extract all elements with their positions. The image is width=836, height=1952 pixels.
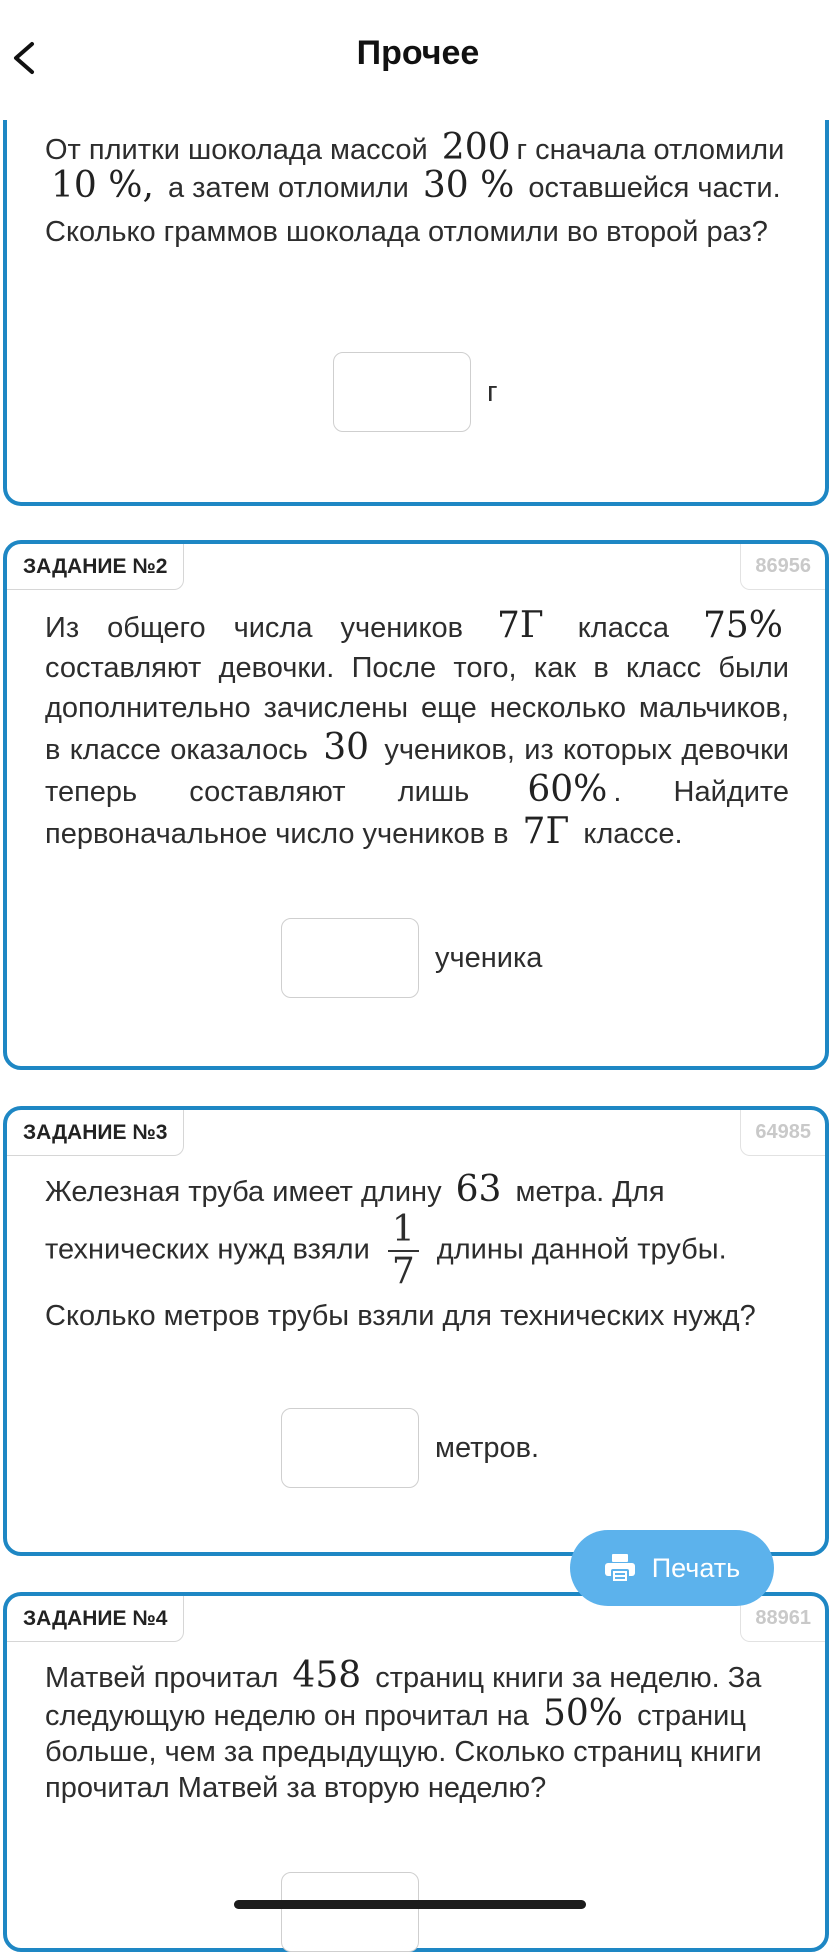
task-3-question: Сколько метров трубы взяли для технических нужд?	[45, 1300, 756, 1332]
task-1-text-b: г сначала отломили	[516, 134, 785, 166]
task-3-id: 64985	[740, 1110, 825, 1156]
printer-icon	[604, 1553, 636, 1583]
task-3-math-a: 63	[455, 1169, 502, 1210]
task-3-text-c: длины данной трубы.	[436, 1233, 727, 1266]
task-card-1	[3, 110, 829, 506]
task-2-math-a: 7Г	[497, 605, 544, 646]
task-3-frac-den: 7	[391, 1251, 415, 1292]
print-button[interactable]	[570, 1530, 774, 1606]
task-2-text-e: . Найдите первоначальное число учеников в	[45, 776, 789, 850]
task-2-id: 86956	[740, 544, 825, 590]
task-4-label: ЗАДАНИЕ №4	[7, 1596, 184, 1642]
task-2-text-d: учеников, из которых девочки теперь составляют лишь	[45, 734, 789, 808]
page-title: Прочее	[356, 34, 480, 72]
task-3-unit: метров.	[435, 1432, 540, 1464]
task-2-text-b: класса	[577, 612, 669, 644]
task-4-text-c: страниц больше, чем за предыдущую. Сколько страниц книги прочитал Матвей за вторую неделю?	[45, 1700, 762, 1804]
task-4-answer-input[interactable]	[281, 1872, 419, 1952]
task-2-math-c: 30	[323, 727, 370, 768]
task-2-text-f: классе.	[583, 818, 683, 850]
task-3-text-a: Железная труба имеет длину	[45, 1176, 442, 1208]
print-button-label: Печать	[651, 1552, 741, 1583]
task-4-text-b: страниц книги за неделю. За следующую неделю он прочитал на	[45, 1662, 762, 1732]
top-bar	[0, 0, 836, 120]
task-4-text	[45, 1655, 789, 1806]
task-1-question: Сколько граммов шоколада отломили во второй раз?	[45, 216, 768, 248]
task-2-unit: ученика	[435, 942, 543, 974]
task-2-math-b: 75%	[703, 605, 784, 646]
task-4-text-a: Матвей прочитал	[45, 1662, 279, 1694]
task-card-2	[3, 540, 829, 1070]
task-2-text-c: составляют девочки. После того, как в класс были дополнительно зачислены еще несколько мальчиков, в классе оказалось	[45, 652, 789, 766]
task-1-math-a: 200	[441, 127, 511, 168]
task-1-unit: г	[487, 376, 498, 408]
task-1-math-b: 10 %,	[51, 165, 154, 206]
task-1-answer-input[interactable]	[333, 352, 471, 432]
task-3-fraction	[388, 1210, 419, 1292]
task-4-id: 88961	[740, 1596, 825, 1642]
task-1-text	[45, 127, 789, 250]
task-3-text-b: метра. Для технических нужд взяли	[45, 1176, 665, 1266]
task-4-math-b: 50%	[543, 1693, 624, 1734]
task-2-text-a: Из общего числа учеников	[45, 612, 463, 644]
task-card-3	[3, 1106, 829, 1556]
task-2-text	[45, 606, 789, 854]
task-4-math-a: 458	[292, 1655, 362, 1696]
task-2-math-e: 7Г	[522, 811, 570, 852]
task-3-text	[45, 1169, 789, 1334]
task-2-label: ЗАДАНИЕ №2	[7, 544, 184, 590]
task-1-text-a: От плитки шоколада массой	[45, 134, 428, 166]
task-2-math-d: 60%	[527, 769, 608, 810]
task-3-frac-num: 1	[388, 1210, 419, 1252]
task-1-text-c: а затем отломили	[167, 172, 409, 204]
task-2-answer-input[interactable]	[281, 918, 419, 998]
task-1-math-c: 30 %	[422, 165, 515, 206]
task-3-answer-input[interactable]	[281, 1408, 419, 1488]
task-1-text-d: оставшейся части.	[528, 172, 781, 204]
task-card-4	[3, 1592, 829, 1952]
task-3-label: ЗАДАНИЕ №3	[7, 1110, 184, 1156]
home-indicator	[234, 1900, 586, 1909]
